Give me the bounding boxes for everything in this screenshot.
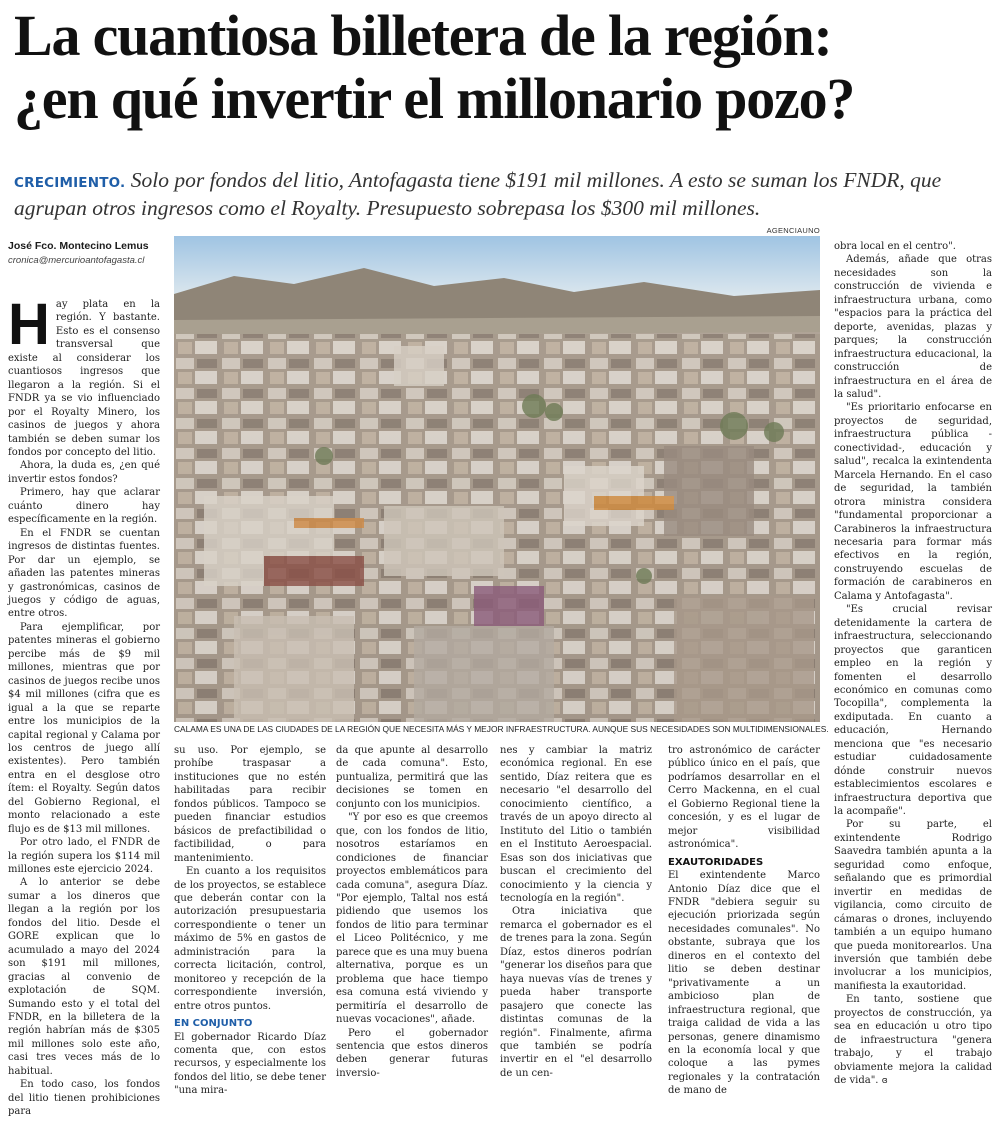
calama-city-photo [174, 236, 820, 722]
paragraph: nes y cambiar la matriz económica regional. En ese sentido, Díaz reitera que es necesario "el desarrollo del conocimiento científico, a través de un apoyo directo al Instituto del Litio o también en el Instituto Aeroespacial. Esas son dos iniciativas que buscan el crecimiento del conocimiento y la ciencia y tecnología en la región". [500, 745, 652, 904]
column-6 [834, 240, 992, 1089]
paragraph: Por otro lado, el FNDR de la región supera los $114 mil millones este ejercicio 2024. [8, 837, 160, 876]
paragraph: "Es crucial revisar detenidamente la cartera de infraestructura, seleccionando proyectos que garanticen empleo en la región y fomenten el desarrollo económico en comunas como Tocopilla", complementa la exdiputada. En cuanto a educación, Hernando menciona que "es necesario estudiar cuidadosamente dónde construir nuevos establecimientos escolares e infraestructura deportiva que la acompañe". [834, 604, 992, 818]
column-3 [336, 744, 488, 1080]
column-4 [500, 744, 652, 1080]
paragraph: Pero el gobernador sentencia que estos dineros deben generar futuras inversio- [336, 1027, 488, 1079]
paragraph: tro astronómico de carácter público único en el país, que podríamos desarrollar en el Cerro Mackenna, en el cual el Gobierno Regional tiene la concesión, y es el lugar de mejor visibilidad astronómica". [668, 745, 820, 851]
paragraph: El exintendente Marco Antonio Díaz dice que el FNDR "debiera seguir su ejecución priorizada según necesidades comunales". No obstante, subraya que los dineros en el contexto del litio se deben destinar "privativamente a un ambicioso plan de infraestructura regional, que traiga calidad de vida a las personas, genere dinamismo en la economía local y que coloque a las pymes regionales y la contratación de mano de [668, 870, 820, 1097]
paragraph: obra local en el centro". [834, 241, 956, 252]
paragraph: Además, añade que otras necesidades son la construcción de vivienda e infraestructura urbana, como "espacios para la práctica del deporte, avenidas, plazas y parques; la construcción infraestructura educacional, la construcción de infraestructura en el área de la salud". [834, 254, 992, 400]
paragraph: "Y por eso es que creemos que, con los fondos de litio, nosotros estaríamos en condiciones de financiar proyectos emblemáticos para cada comuna", asegura Díaz. "Por ejemplo, Taltal nos está pidiendo que usemos los fondos de litio para terminar el Liceo Politécnico, y me parece que es una muy buena alternativa, porque es un problema que hace tiempo esa comuna está viviendo y permitiría el desarrollo de nuevas vocaciones", añade. [336, 812, 488, 1026]
paragraph [834, 993, 992, 1088]
paragraph: Ahora, la duda es, ¿en qué invertir estos fondos? [8, 460, 160, 485]
drop-cap: H [8, 292, 50, 357]
paragraph: su uso. Por ejemplo, se prohíbe traspasar a instituciones que no estén habilitadas para recibir fondos públicos. Tampoco se pueden financiar estudios básicos de prefactibilidad o factibilidad, o para mantenimiento. [174, 745, 326, 864]
paragraph: Primero, hay que aclarar cuánto dinero hay específicamente en la región. [8, 487, 160, 526]
byline [8, 240, 168, 266]
deck [14, 168, 989, 221]
paragraph: Por su parte, el exintendente Rodrigo Saavedra también apunta a la seguridad como enfoque, señalando que es primordial invertir en medidas de vigilancia, como circuito de cámaras o drones, incluyendo también a un equipo humano que pueda monitorearlos. Una inversión que también debe involucrar a los municipios, manifiesta la exautoridad. [834, 819, 992, 992]
paragraph: "Es prioritario enfocarse en proyectos de seguridad, infraestructura pública - conectividad-, educación y salud", recalca la exintendenta Marcela Hernando. En el caso de seguridad, la también otrora ministra considera "fundamental proporcionar a Carabineros la infraestructura necesaria para formar más efectivos en la región, construyendo escuelas de formación de carabineros en Calama y Antofagasta". [834, 402, 992, 602]
headline-line-1: La cuantiosa billetera de la región: [14, 3, 832, 68]
paragraph: A lo anterior se debe sumar a los dineros que llegan a la región por los fondos del litio. Desde el GORE explican que lo acumulado a mayo del 2024 son $191 mil millones, gracias al convenio de explotación de SQM. Sumando esto y el total del FNDR, en la billetera de la región habrían más de $305 mil millones solo este año, casi tres veces más de lo habitual. [8, 877, 160, 1077]
paragraph: da que apunte al desarrollo de cada comuna". Esto, puntualiza, permitirá que las decisiones se tomen en conjunto con los municipios. [336, 745, 488, 810]
paragraph-text: En tanto, sostiene que proyectos de construcción, ya sea en educación u otro tipo de infraestructura "genera trabajo, y el trabajo obviamente mejora la calidad de vida". [834, 994, 992, 1087]
byline-email: cronica@mercurioantofagasta.cl [8, 255, 145, 266]
column-5 [668, 744, 820, 1098]
end-mark-icon: ɞ [881, 1076, 888, 1087]
headline [14, 4, 994, 130]
headline-line-2: ¿en qué invertir el millonario pozo? [14, 66, 855, 131]
paragraph: ay plata en la región. Y bastante. Esto es el consenso transversal que existe al considerar los cuantiosos ingresos que llegaron a la región. Si el FNDR ya se vio influenciado por el Royalty Minero, los casinos de juegos y ahora también se deben sumar los fondos por concepto del litio. [8, 299, 160, 458]
section-heading-en-conjunto: EN CONJUNTO [174, 1018, 253, 1030]
paragraph: Para ejemplificar, por patentes mineras el gobierno percibe más de $9 mil millones, mientras que por casinos de juegos recibe unos $4 mil millones (cifra que es igual a la que se reparte entre los municipios de la capital regional y Calama por los centros de juego allí existentes). Pero también entra en el desglose otro ítem: el Royalty. Según datos del Gobierno Regional, el monto relacionado a este flujo es de $13 mil millones. [8, 621, 160, 835]
paragraph: Otra iniciativa que remarca el gobernador es el de trenes para la zona. Según Díaz, estos dineros podrían "generar los diseños para que haya nuevas vías de trenes y pueda haber transporte pasajero que conecte las distintas comunas de la región". Finalmente, afirma que también se podría invertir en el "el desarrollo de un cen- [500, 906, 652, 1079]
section-heading-exautoridades: EXAUTORIDADES [668, 856, 764, 868]
column-2 [174, 744, 326, 1098]
deck-text: Solo por fondos del litio, Antofagasta tiene $191 mil millones. A esto se suman los FNDR, que agrupan otros ingresos como el Royalty. Presupuesto sobrepasa los $300 mil millones. [14, 168, 942, 220]
deck-kicker: CRECIMIENTO. [14, 175, 126, 191]
column-1 [8, 292, 160, 1119]
photo-caption: CALAMA ES UNA DE LAS CIUDADES DE LA REGIÓN QUE NECESITA MÁS Y MEJOR INFRAESTRUCTURA. AUNQUE SUS NECESIDADES SON MULTIDIMENSIONALES. [174, 724, 829, 734]
cityscape-illustration [174, 236, 820, 722]
paragraph: En todo caso, los fondos del litio tienen prohibiciones para [8, 1079, 160, 1118]
paragraph: El gobernador Ricardo Díaz comenta que, con estos recursos, y especialmente los fondos del litio, se debe tener "una mira- [174, 1031, 326, 1097]
byline-author: José Fco. Montecino Lemus [8, 240, 149, 252]
photo-credit: AGENCIAUNO [766, 226, 820, 235]
paragraph: En el FNDR se cuentan ingresos de distintas fuentes. Por dar un ejemplo, se añaden las patentes mineras y gastronómicas, casinos de juegos y código de aguas, entre otros. [8, 527, 160, 620]
paragraph: En cuanto a los requisitos de los proyectos, se establece que deberán contar con la autorización presupuestaria correspondiente o tener un máximo de 5% en gastos de administración para la correcta licitación, control, monitoreo y recepción de la correspondiente inversión, entre otros puntos. [174, 866, 326, 1012]
